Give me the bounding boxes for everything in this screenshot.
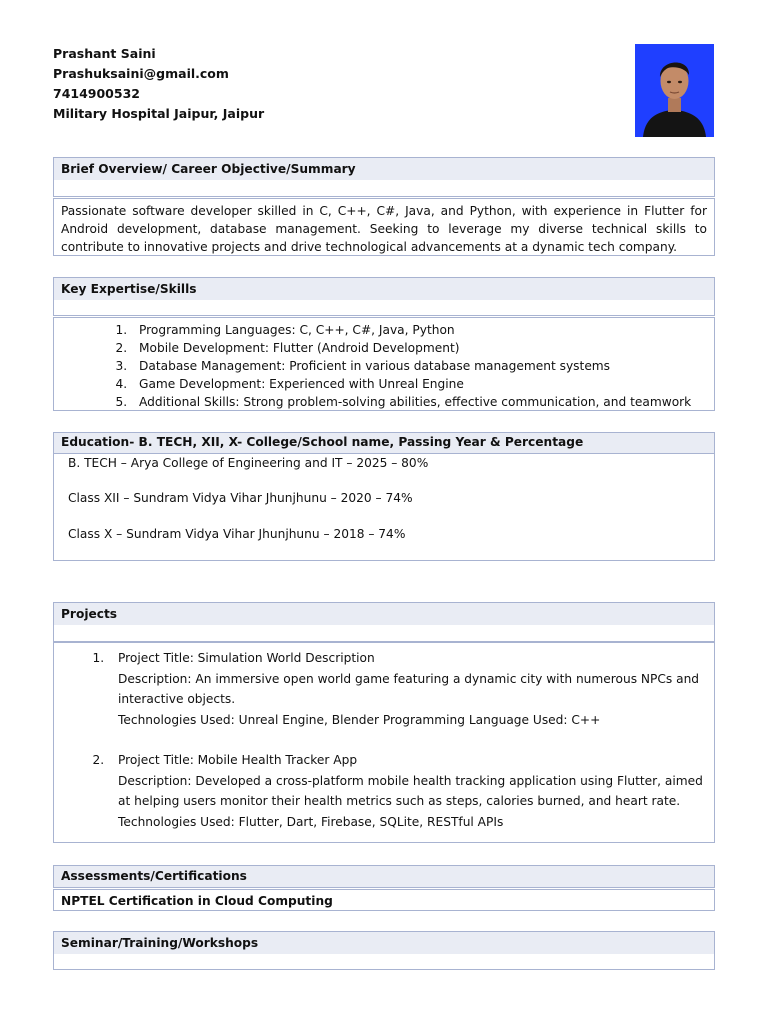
skill-item: 2. Mobile Development: Flutter (Android Development) — [131, 339, 714, 357]
project-item — [108, 750, 708, 832]
project-title: 2. Project Title: Mobile Health Tracker App — [118, 753, 358, 767]
overview-header-box — [53, 157, 715, 197]
seminar-header-box — [53, 931, 715, 970]
education-heading: Education- B. TECH, XII, X- College/School name, Passing Year & Percentage — [54, 433, 714, 453]
project-item — [108, 648, 708, 730]
overview-text: Passionate software developer skilled in C, C++, C#, Java, and Python, with experience in Flutter for Android development, database management. Seeking to leverage my diverse technical skills to contribute to innovative projects and drive technological advancements at a dynamic tech company. — [61, 204, 707, 254]
education-item: Class XII – Sundram Vidya Vihar Jhunjhunu – 2020 – 74% — [68, 491, 413, 505]
person-portrait-icon — [635, 44, 714, 137]
project-technologies: Technologies Used: Unreal Engine, Blender Programming Language Used: C++ — [118, 712, 601, 727]
skills-body-box — [53, 317, 715, 411]
projects-heading: Projects — [54, 603, 714, 625]
certifications-heading: Assessments/Certifications — [54, 866, 714, 887]
profile-photo — [635, 44, 714, 137]
certifications-body-box — [53, 889, 715, 911]
certifications-header-box — [53, 865, 715, 888]
contact-block — [53, 44, 264, 124]
skill-item: 5. Additional Skills: Strong problem-solving abilities, effective communication, and teamwork — [131, 393, 714, 411]
overview-heading: Brief Overview/ Career Objective/Summary — [54, 158, 714, 180]
projects-list — [54, 643, 714, 832]
certification-item: NPTEL Certification in Cloud Computing — [61, 894, 333, 908]
candidate-address: Military Hospital Jaipur, Jaipur — [53, 106, 265, 121]
project-description: Description: An immersive open world game featuring a dynamic city with numerous NPCs and interactive objects. — [118, 671, 700, 706]
education-item: B. TECH – Arya College of Engineering and IT – 2025 – 80% — [68, 456, 429, 470]
project-description: Description: Developed a cross-platform mobile health tracking application using Flutter, aimed at helping users monitor their health metrics such as steps, calories burned, and heart rate. — [118, 773, 703, 808]
education-item: Class X – Sundram Vidya Vihar Jhunjhunu – 2018 – 74% — [68, 527, 406, 541]
education-header-box — [53, 432, 715, 453]
skills-heading: Key Expertise/Skills — [54, 278, 714, 300]
project-technologies: Technologies Used: Flutter, Dart, Firebase, SQLite, RESTful APIs — [118, 814, 504, 829]
candidate-phone: 7414900532 — [53, 86, 140, 101]
skill-item: 1. Programming Languages: C, C++, C#, Java, Python — [131, 321, 714, 339]
skills-header-box — [53, 277, 715, 316]
projects-header-box — [53, 602, 715, 642]
project-title: 1. Project Title: Simulation World Description — [118, 651, 375, 665]
candidate-name: Prashant Saini — [53, 46, 156, 61]
education-body-box — [53, 453, 715, 561]
projects-body-box — [53, 642, 715, 843]
seminar-heading: Seminar/Training/Workshops — [54, 932, 714, 954]
skill-item: 3. Database Management: Proficient in various database management systems — [131, 357, 714, 375]
skill-item: 4. Game Development: Experienced with Unreal Engine — [131, 375, 714, 393]
candidate-email: Prashuksaini@gmail.com — [53, 66, 229, 81]
skills-list — [54, 318, 714, 411]
overview-body-box — [53, 198, 715, 256]
